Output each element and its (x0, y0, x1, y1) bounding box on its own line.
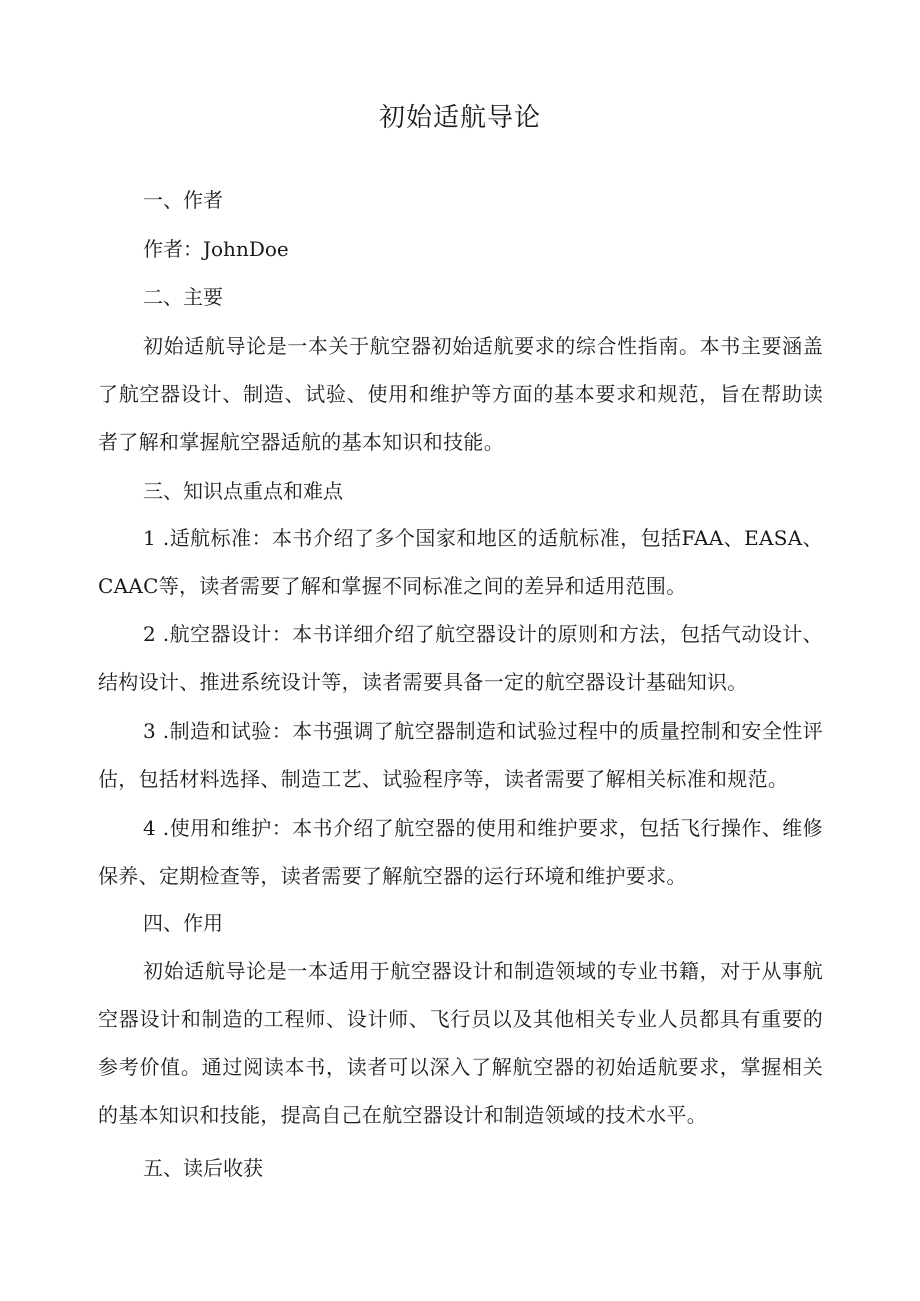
key-point-item: 4 .使用和维护：本书介绍了航空器的使用和维护要求，包括飞行操作、维修保养、定期检查等，读者需要了解航空器的运行环境和维护要求。 (98, 816, 823, 888)
summary-paragraph: 初始适航导论是一本关于航空器初始适航要求的综合性指南。本书主要涵盖了航空器设计、制造、试验、使用和维护等方面的基本要求和规范，旨在帮助读者了解和掌握航空器适航的基本知识和技能。 (98, 334, 823, 454)
section-heading-purpose: 四、作用 (143, 911, 223, 935)
author-line: 作者：JohnDoe (143, 237, 289, 261)
purpose-paragraph: 初始适航导论是一本适用于航空器设计和制造领域的专业书籍，对于从事航空器设计和制造的工程师、设计师、飞行员以及其他相关专业人员都具有重要的参考价值。通过阅读本书，读者可以深入了解航空器的初始适航要求，掌握相关的基本知识和技能，提高自己在航空器设计和制造领域的技术水平。 (98, 959, 823, 1127)
key-point-item: 3 .制造和试验：本书强调了航空器制造和试验过程中的质量控制和安全性评估，包括材料选择、制造工艺、试验程序等，读者需要了解相关标准和规范。 (98, 719, 823, 791)
page-title: 初始适航导论 (378, 103, 541, 133)
section-heading-key-points: 三、知识点重点和难点 (143, 479, 343, 503)
section-heading-takeaways: 五、读后收获 (143, 1156, 263, 1180)
section-heading-summary: 二、主要 (143, 285, 223, 309)
section-heading-author: 一、作者 (143, 188, 223, 212)
key-point-item: 1 .适航标准：本书介绍了多个国家和地区的适航标准，包括FAA、EASA、CAAC等，读者需要了解和掌握不同标准之间的差异和适用范围。 (98, 526, 823, 598)
key-point-item: 2 .航空器设计：本书详细介绍了航空器设计的原则和方法，包括气动设计、结构设计、推进系统设计等，读者需要具备一定的航空器设计基础知识。 (98, 622, 823, 694)
